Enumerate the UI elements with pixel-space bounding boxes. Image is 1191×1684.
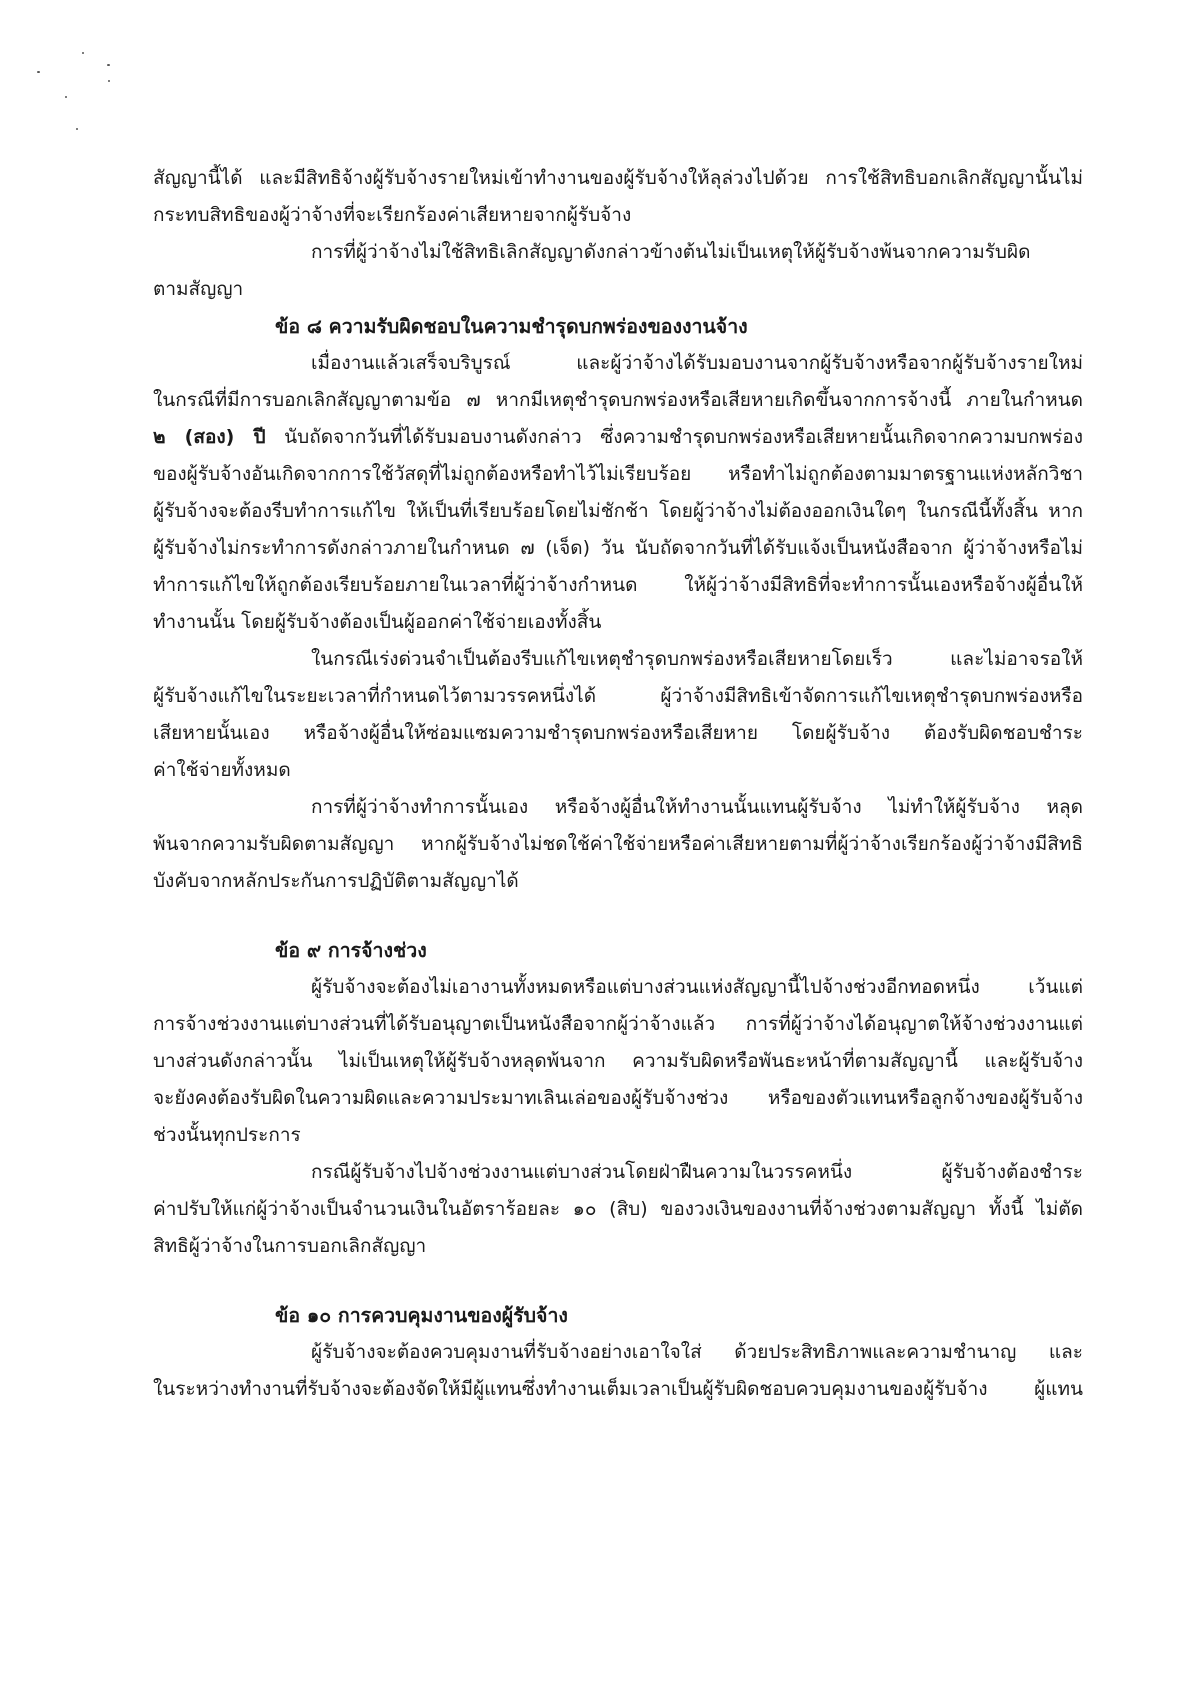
text-line: กระทบสิทธิของผู้ว่าจ้างที่จะเรียกร้องค่าเสียหายจากผู้รับจ้าง	[153, 204, 632, 226]
text-line: การที่ผู้ว่าจ้างไม่ใช้สิทธิเลิกสัญญาดังกล่าวข้างต้นไม่เป็นเหตุให้ผู้รับจ้างพ้นจากความรับผิด	[311, 241, 1031, 263]
scan-speck	[37, 71, 40, 73]
text-line: บังคับจากหลักประกันการปฏิบัติตามสัญญาได้	[153, 870, 519, 892]
text-line: การจ้างช่วงงานแต่บางส่วนที่ได้รับอนุญาตเป็นหนังสือจากผู้ว่าจ้างแล้ว การที่ผู้ว่าจ้างได้อนุญาตให้จ้างช่วงงานแต่	[153, 1013, 1083, 1035]
text-line: ผู้รับจ้างจะต้องไม่เอางานทั้งหมดหรือแต่บางส่วนแห่งสัญญานี้ไปจ้างช่วงอีกทอดหนึ่ง เว้นแต่	[311, 976, 1083, 998]
text-line: ในกรณีที่มีการบอกเลิกสัญญาตามข้อ ๗ หากมีเหตุชำรุดบกพร่องหรือเสียหายเกิดขึ้นจากการจ้างนี้ ภายในกำหนด	[153, 389, 1083, 411]
text-line: ในระหว่างทำงานที่รับจ้างจะต้องจัดให้มีผู้แทนซึ่งทำงานเต็มเวลาเป็นผู้รับผิดชอบควบคุมงานของผู้รับจ้าง ผู้แทน	[153, 1378, 1083, 1400]
scan-speck	[107, 64, 110, 66]
scan-speck	[82, 52, 84, 54]
text-line: เมื่องานแล้วเสร็จบริบูรณ์ และผู้ว่าจ้างได้รับมอบงานจากผู้รับจ้างหรือจากผู้รับจ้างรายใหม่	[311, 352, 1083, 374]
text-line: บางส่วนดังกล่าวนั้น ไม่เป็นเหตุให้ผู้รับจ้างหลุดพ้นจาก ความรับผิดหรือพันธะหน้าที่ตามสัญญานี้ และผู้รับจ้าง	[153, 1050, 1083, 1072]
spacer	[153, 1265, 1083, 1297]
text-line: ในกรณีเร่งด่วนจำเป็นต้องรีบแก้ไขเหตุชำรุดบกพร่องหรือเสียหายโดยเร็ว และไม่อาจรอให้	[311, 648, 1083, 670]
text-line: การที่ผู้ว่าจ้างทำการนั้นเอง หรือจ้างผู้อื่นให้ทำงานนั้นแทนผู้รับจ้าง ไม่ทำให้ผู้รับจ้าง หลุด	[311, 796, 1083, 818]
text-line: จะยังคงต้องรับผิดในความผิดและความประมาทเลินเล่อของผู้รับจ้างช่วง หรือของตัวแทนหรือลูกจ้างของผู้รับจ้าง	[153, 1087, 1083, 1109]
text-line: ทำการแก้ไขให้ถูกต้องเรียบร้อยภายในเวลาที่ผู้ว่าจ้างกำหนด ให้ผู้ว่าจ้างมีสิทธิที่จะทำการนั้นเองหรือจ้างผู้อื่นให้	[153, 574, 1083, 596]
text-line: สัญญานี้ได้ และมีสิทธิจ้างผู้รับจ้างรายใหม่เข้าทำงานของผู้รับจ้างให้ลุล่วงไปด้วย การใช้สิทธิบอกเลิกสัญญานั้นไม่	[153, 167, 1083, 189]
text-line: ผู้รับจ้างจะต้องรีบทำการแก้ไข ให้เป็นที่เรียบร้อยโดยไม่ชักช้า โดยผู้ว่าจ้างไม่ต้องออกเงินใดๆ ในกรณีนี้ทั้งสิ้น หาก	[153, 500, 1083, 522]
document-page	[153, 160, 1083, 1408]
text-line: ผู้รับจ้างจะต้องควบคุมงานที่รับจ้างอย่างเอาใจใส่ ด้วยประสิทธิภาพและความชำนาญ และ	[311, 1341, 1083, 1363]
text-line	[153, 419, 1083, 456]
text-line: สิทธิผู้ว่าจ้างในการบอกเลิกสัญญา	[153, 1235, 427, 1257]
text-span: นับถัดจากวันที่ได้รับมอบงานดังกล่าว ซึ่งความชำรุดบกพร่องหรือเสียหายนั้นเกิดจากความบกพร่อง	[265, 426, 1083, 448]
clause-10-heading: ข้อ ๑๐ การควบคุมงานของผู้รับจ้าง	[275, 1304, 568, 1327]
spacer	[153, 900, 1083, 932]
text-line: กรณีผู้รับจ้างไปจ้างช่วงงานแต่บางส่วนโดยฝ่าฝืนความในวรรคหนึ่ง ผู้รับจ้างต้องชำระ	[311, 1161, 1083, 1183]
text-line: ของผู้รับจ้างอันเกิดจากการใช้วัสดุที่ไม่ถูกต้องหรือทำไว้ไม่เรียบร้อย หรือทำไม่ถูกต้องตามมาตรฐานแห่งหลักวิชา	[153, 463, 1083, 485]
text-line: เสียหายนั้นเอง หรือจ้างผู้อื่นให้ซ่อมแซมความชำรุดบกพร่องหรือเสียหาย โดยผู้รับจ้าง ต้องรับผิดชอบชำระ	[153, 722, 1083, 744]
text-line: ผู้รับจ้างไม่กระทำการดังกล่าวภายในกำหนด ๗ (เจ็ด) วัน นับถัดจากวันที่ได้รับแจ้งเป็นหนังสือจาก ผู้ว่าจ้างหรือไม่	[153, 537, 1083, 559]
warranty-period: ๒ (สอง) ปี	[153, 426, 266, 448]
text-line: ผู้รับจ้างแก้ไขในระยะเวลาที่กำหนดไว้ตามวรรคหนึ่งได้ ผู้ว่าจ้างมีสิทธิเข้าจัดการแก้ไขเหตุชำรุดบกพร่องหรือ	[153, 685, 1083, 707]
text-line: ค่าปรับให้แก่ผู้ว่าจ้างเป็นจำนวนเงินในอัตราร้อยละ ๑๐ (สิบ) ของวงเงินของงานที่จ้างช่วงตามสัญญา ทั้งนี้ ไม่ตัด	[153, 1198, 1083, 1220]
text-line: พ้นจากความรับผิดตามสัญญา หากผู้รับจ้างไม่ชดใช้ค่าใช้จ่ายหรือค่าเสียหายตามที่ผู้ว่าจ้างเรียกร้องผู้ว่าจ้างมีสิทธิ	[153, 833, 1083, 855]
text-line: ตามสัญญา	[153, 278, 244, 300]
clause-9-heading: ข้อ ๙ การจ้างช่วง	[275, 939, 427, 962]
text-line: ค่าใช้จ่ายทั้งหมด	[153, 759, 291, 781]
text-line: ทำงานนั้น โดยผู้รับจ้างต้องเป็นผู้ออกค่าใช้จ่ายเองทั้งสิ้น	[153, 611, 602, 633]
text-line: ช่วงนั้นทุกประการ	[153, 1124, 301, 1146]
scan-speck	[65, 96, 67, 98]
scan-speck	[76, 128, 78, 130]
scan-speck	[108, 80, 110, 82]
clause-8-heading: ข้อ ๘ ความรับผิดชอบในความชำรุดบกพร่องของงานจ้าง	[275, 315, 748, 338]
